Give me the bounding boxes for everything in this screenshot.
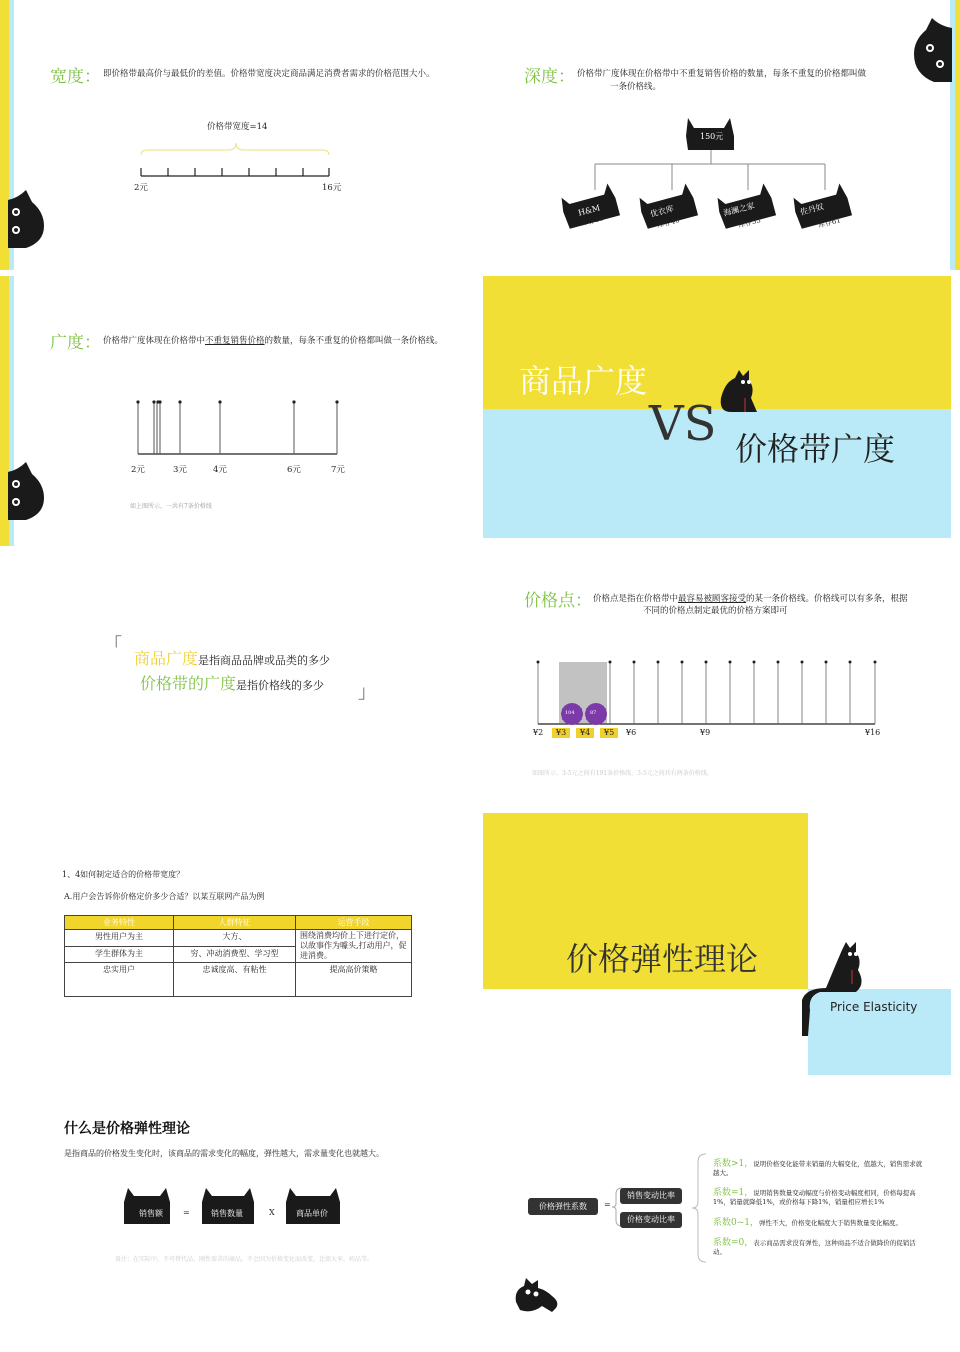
tick-label: 4元 [213,465,227,475]
slide-quote [0,548,480,818]
brand-stock: 库存40 [656,216,681,230]
formula-quantity: 销售数量 [211,1209,243,1218]
question-title: 1、4如何制定适合的价格带宽度？ [62,870,185,879]
slide-title: 广度： [50,333,101,353]
section-subtitle: Price Elasticity [830,1000,918,1014]
brand-name: 海澜之家 [722,201,756,218]
price-point-chart [530,648,890,738]
price-label: ¥2 [533,728,544,737]
slide-description-line1: 价格带广度体现在价格带中不重复销售价格的数量，每条不重复的价格都叫做 [577,69,867,79]
tick-label: 2元 [131,465,145,475]
scale-max-label: 16元 [322,183,342,193]
slide-elasticity-what [0,1082,480,1352]
coefficient-item: 系数0~1，弹性不大，价格变化幅度大于销售数量变化幅度。 [713,1218,902,1228]
price-line-chart [130,391,350,461]
quote-line-1: 商品广度是指商品品牌或品类的多少 [134,649,331,668]
price-label: ¥5 [604,728,615,737]
table-cell: 提高高价策略 [296,963,412,997]
brand-name: 佐丹奴 [799,202,825,217]
tick-label: 3元 [173,465,187,475]
chart-note: 如上图所示，一共有7条价格线 [130,503,212,510]
slide-title: 深度： [524,67,575,87]
price-label: ¥4 [580,728,591,737]
coefficient-item: 系数=1，说明销售数量变动幅度与价格变动幅度相同，价格每提高1%，销量就降低1%，或价格每下降1%，销量相应增长1% [713,1188,916,1206]
ratio-box-top: 销售变动比率 [620,1188,682,1204]
table-header: 业务特性 [65,916,174,930]
slide-price-point [480,548,960,818]
slide-description: 价格带广度体现在价格带中不重复销售价格的数量，每条不重复的价格都叫做一条价格线。 [103,336,444,346]
price-label: ¥9 [700,728,711,737]
circle-value: 87 [590,710,597,716]
slide-description: 是指商品的价格发生变化时，该商品的需求变化的幅度，弹性越大，需求量变化也就越大。 [64,1149,384,1158]
slide-breadth [0,276,480,546]
slide-title: 价格点： [524,591,592,611]
brand-stock: 库存25 [580,214,605,228]
slide-description: 即价格带最高价与最低价的差值。价格带宽度决定商品满足消费者需求的价格范围大小。 [103,69,435,79]
brace-right [686,1150,710,1270]
formula-sales: 销售额 [139,1209,163,1218]
table-row [65,963,412,997]
brand-stock: 库存61 [817,216,842,230]
slide-depth [480,0,960,270]
top-node-label: 150元 [700,132,724,141]
slide-description-line1: 价格点是指在价格带中最容易被顾客接受的某一条价格线。价格线可以有多条，根据 [593,594,908,604]
coefficient-item: 系数=0，表示商品需求没有弹性，这种商品不适合做降价的促销活动。 [713,1238,916,1256]
scale-min-label: 2元 [134,183,148,193]
bracket-label: 价格带宽度=14 [207,122,268,132]
price-label: ¥3 [556,728,567,737]
lying-cat-icon [512,1276,562,1316]
slide-table [0,812,480,1082]
slide-width [0,0,480,270]
formula-equals: = [183,1208,190,1217]
table-cell: 忠诚度高、有粘性 [174,963,296,997]
formula-times: X [269,1208,275,1217]
table-header: 运营手段 [296,916,412,930]
price-label: ¥16 [865,728,881,737]
open-bracket: 「 [104,635,122,656]
table-row [65,930,412,947]
ratio-box-bottom: 价格变动比率 [620,1212,682,1228]
tick-label: 6元 [287,465,301,475]
peeking-cat-icon [8,462,48,522]
vs-title-right: 价格带广度 [735,430,896,468]
slide-note: 备注：在实际中，不可替代品、刚性需求的商品，不会因为价格变化而改变，比如大米、药品等。 [115,1256,374,1263]
slide-title: 什么是价格弹性理论 [64,1121,190,1137]
close-bracket: 」 [358,682,376,703]
table-cell: 男性用户为主 [65,930,174,947]
vs-text: VS [649,396,717,452]
table-cell: 穷、冲动消费型、学习型 [174,946,296,963]
slide-description-line2: 不同的价格点制定最优的价格方案即可 [643,606,788,616]
chart-note: 如图所示，3-5元之间有191条价格线，3-5元之间共有两条价格线。 [532,770,713,777]
coefficient-item: 系数>1，说明价格变化能带来销量的大幅变化，值越大，销售需求就越大。 [713,1159,923,1177]
width-scale [130,135,340,185]
circle-value: 104 [565,710,575,716]
table-header: 人群特征 [174,916,296,930]
coefficient-equals: = [604,1200,611,1209]
brand-stock: 库存53 [737,216,762,230]
slide-elasticity-title [480,812,960,1082]
table-cell-merged: 围绕消费均价上下进行定价，以故事作为噱头,打动用户，促进消费。 [296,930,412,963]
peeking-cat-icon [910,18,952,88]
section-title: 价格弹性理论 [566,940,759,978]
price-label: ¥6 [626,728,637,737]
table-cell: 学生群体为主 [65,946,174,963]
slide-description-line2: 一条价格线。 [610,82,662,92]
question-subtitle: A.用户会告诉你价格定价多少合适？以某互联网产品为例 [64,892,265,901]
peeking-cat-icon [8,190,48,250]
sitting-cat-icon [802,940,872,1040]
sitting-cat-icon [701,368,761,418]
formula-unit-price: 商品单价 [296,1209,328,1218]
table-cell: 大方、 [174,930,296,947]
vs-title-left: 商品广度 [519,362,648,400]
formula-cats [120,1182,380,1230]
tick-label: 7元 [331,465,345,475]
quote-line-2: 价格带的广度是指价格线的多少 [140,674,325,693]
brand-name: H&M [577,203,602,218]
slide-vs [483,276,951,538]
slide-title: 宽度： [50,67,101,87]
table-header-row [65,916,412,930]
brand-name: 优衣库 [649,204,675,219]
strategy-table [64,915,412,997]
table-cell: 忠实用户 [65,963,174,997]
coefficient-box: 价格弹性系数 [528,1198,598,1215]
